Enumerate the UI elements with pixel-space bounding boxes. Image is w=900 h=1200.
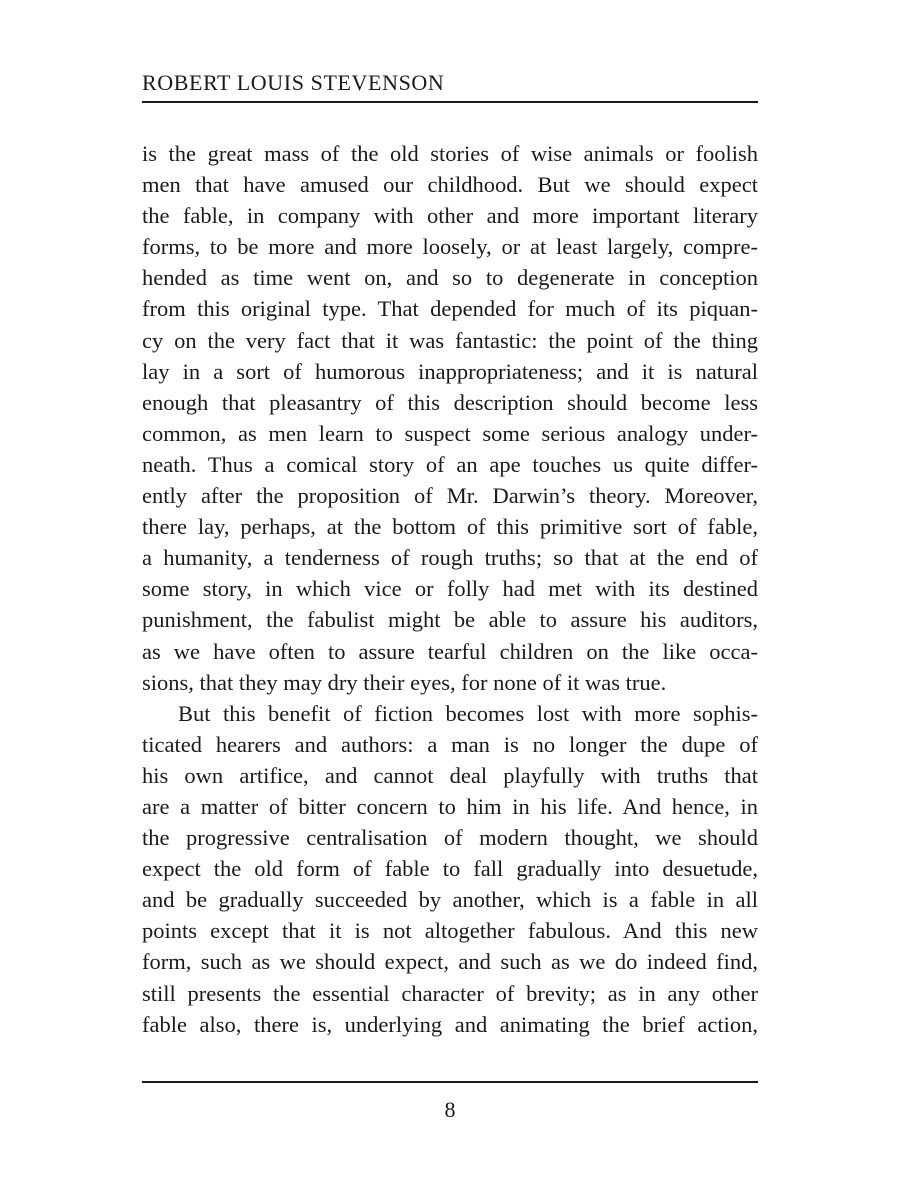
text-line: neath. Thus a comical story of an ape touches us quite differ- [142, 451, 758, 477]
text-line: enough that pleasantry of this description should become less [142, 389, 758, 415]
header-rule [142, 101, 758, 103]
text-line: forms, to be more and more loosely, or at least largely, compre- [142, 234, 758, 260]
text-line: there lay, perhaps, at the bottom of this primitive sort of fable, [142, 514, 758, 540]
text-line: a humanity, a tenderness of rough truths; so that at the end of [142, 545, 758, 571]
text-line: still presents the essential character of brevity; as in any other [142, 980, 758, 1006]
text-line: punishment, the fabulist might be able to assure his auditors, [142, 607, 758, 633]
page-number: 8 [444, 1097, 456, 1122]
text-line: the progressive centralisation of modern thought, we should [142, 825, 758, 851]
text-line: ticated hearers and authors: a man is no longer the dupe of [142, 731, 758, 757]
text-line: are a matter of bitter concern to him in his life. And hence, in [142, 793, 758, 819]
text-line: some story, in which vice or folly had met with its destined [142, 576, 758, 602]
text-line: common, as men learn to suspect some serious analogy under- [142, 420, 758, 446]
text-line: from this original type. That depended for much of its piquan- [142, 296, 758, 322]
text-line: expect the old form of fable to fall gradually into desuetude, [142, 856, 758, 882]
body-text [142, 138, 758, 1040]
text-line: his own artifice, and cannot deal playfully with truths that [142, 762, 758, 788]
text-line: and be gradually succeeded by another, which is a fable in all [142, 887, 758, 913]
text-line: the fable, in company with other and more important literary [142, 203, 758, 229]
text-line: is the great mass of the old stories of wise animals or foolish [142, 141, 758, 166]
text-line: fable also, there is, underlying and animating the brief action, [142, 1011, 758, 1037]
text-line: lay in a sort of humorous inappropriateness; and it is natural [142, 358, 758, 384]
text-line: ently after the proposition of Mr. Darwin’s theory. Moreover, [142, 483, 758, 509]
text-line: hended as time went on, and so to degenerate in conception [142, 265, 758, 291]
text-line-paragraph-start: But this benefit of fiction becomes lost with more sophis- [178, 700, 758, 726]
text-line: cy on the very fact that it was fantastic: the point of the thing [142, 327, 758, 353]
text-line: men that have amused our childhood. But we should expect [142, 172, 758, 198]
text-line: form, such as we should expect, and such as we do indeed find, [142, 949, 758, 975]
footer-rule [142, 1081, 758, 1083]
text-line: as we have often to assure tearful children on the like occa- [142, 638, 758, 664]
text-line-paragraph-end: sions, that they may dry their eyes, for none of it was true. [142, 669, 667, 695]
running-head: ROBERT LOUIS STEVENSON [142, 70, 445, 95]
text-line: points except that it is not altogether fabulous. And this new [142, 918, 758, 944]
